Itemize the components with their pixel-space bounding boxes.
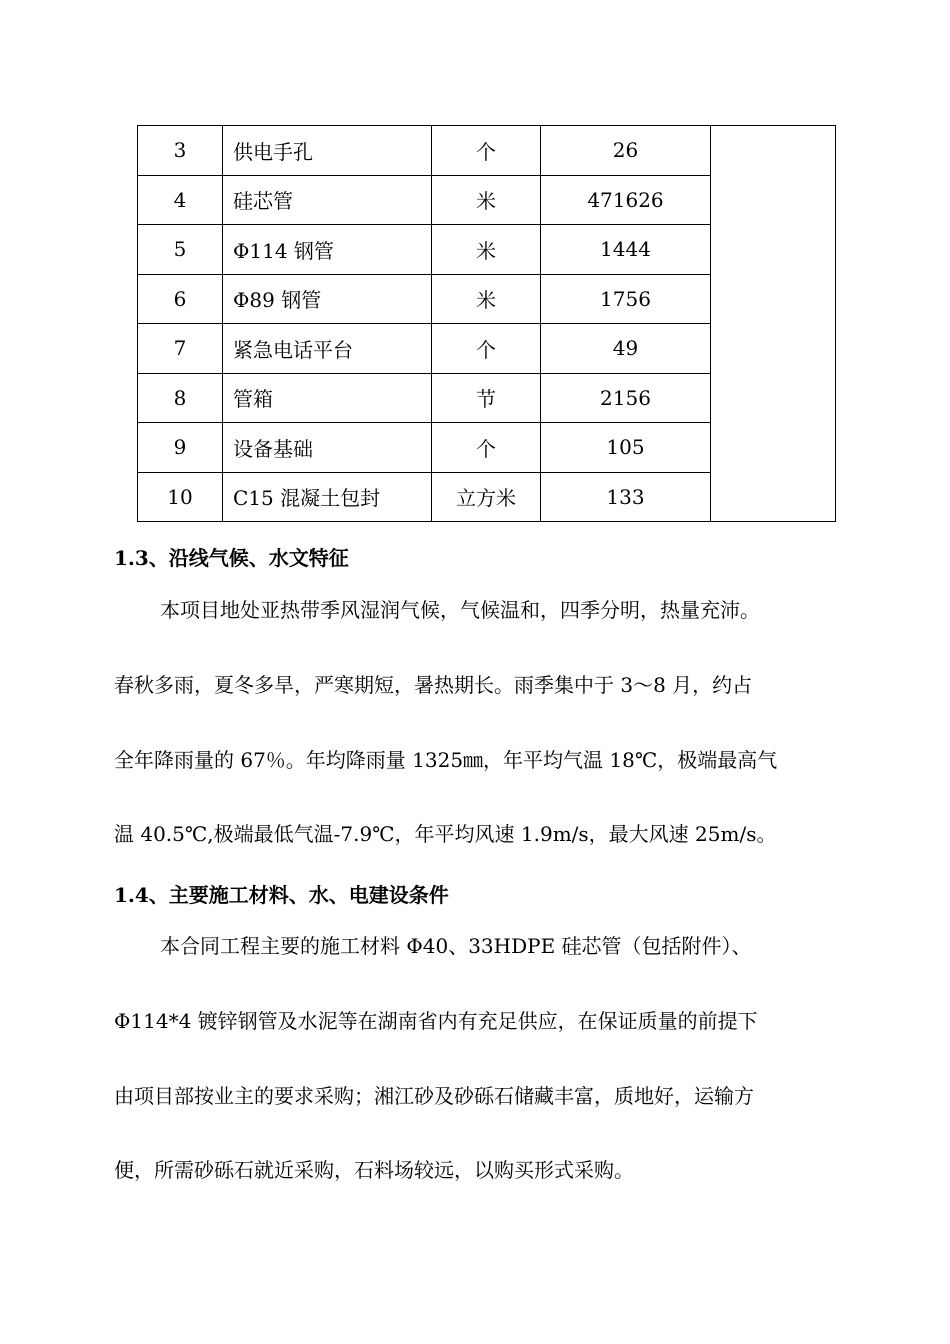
item-unit: 个: [432, 126, 541, 176]
item-name: 硅芯管: [223, 175, 432, 225]
paragraph-line: 温 40.5℃,极端最低气温-7.9℃，年平均风速 1.9m/s，最大风速 25m/s。: [114, 822, 777, 846]
item-unit: 米: [432, 225, 541, 275]
item-name: 紧急电话平台: [223, 324, 432, 374]
item-unit: 米: [432, 274, 541, 324]
row-number: 5: [138, 225, 223, 275]
paragraph-line: 由项目部按业主的要求采购；湘江砂及砂砾石储藏丰富，质地好，运输方: [114, 1084, 754, 1108]
item-unit: 个: [432, 423, 541, 473]
item-unit: 立方米: [432, 472, 541, 522]
paragraph-line: 便，所需砂砾石就近采购，石料场较远，以购买形式采购。: [114, 1158, 634, 1182]
remarks-cell: [711, 126, 836, 522]
item-quantity: 133: [541, 472, 711, 522]
item-name: 设备基础: [223, 423, 432, 473]
quantity-table: [137, 125, 836, 522]
item-quantity: 26: [541, 126, 711, 176]
section-heading-1-4: 1.4、主要施工材料、水、电建设条件: [114, 883, 449, 907]
item-quantity: 105: [541, 423, 711, 473]
item-quantity: 1444: [541, 225, 711, 275]
table-row: [138, 126, 836, 176]
item-unit: 节: [432, 373, 541, 423]
item-name: 管箱: [223, 373, 432, 423]
row-number: 9: [138, 423, 223, 473]
row-number: 7: [138, 324, 223, 374]
item-quantity: 49: [541, 324, 711, 374]
paragraph-line: 本合同工程主要的施工材料 Φ40、33HDPE 硅芯管（包括附件）、: [160, 934, 752, 958]
paragraph-line: Φ114*4 镀锌钢管及水泥等在湖南省内有充足供应，在保证质量的前提下: [114, 1009, 758, 1033]
section-heading-1-3: 1.3、沿线气候、水文特征: [114, 546, 349, 570]
item-name: C15 混凝土包封: [223, 472, 432, 522]
paragraph-line: 全年降雨量的 67％。年均降雨量 1325㎜，年平均气温 18℃，极端最高气: [114, 748, 778, 772]
item-quantity: 1756: [541, 274, 711, 324]
item-name: Φ89 钢管: [223, 274, 432, 324]
row-number: 8: [138, 373, 223, 423]
paragraph-line: 春秋多雨，夏冬多旱，严寒期短，暑热期长。雨季集中于 3～8 月，约占: [114, 673, 753, 697]
item-unit: 米: [432, 175, 541, 225]
row-number: 10: [138, 472, 223, 522]
item-quantity: 2156: [541, 373, 711, 423]
row-number: 6: [138, 274, 223, 324]
item-quantity: 471626: [541, 175, 711, 225]
row-number: 4: [138, 175, 223, 225]
item-name: Φ114 钢管: [223, 225, 432, 275]
paragraph-line: 本项目地处亚热带季风湿润气候，气候温和，四季分明，热量充沛。: [160, 598, 760, 622]
item-unit: 个: [432, 324, 541, 374]
item-name: 供电手孔: [223, 126, 432, 176]
row-number: 3: [138, 126, 223, 176]
